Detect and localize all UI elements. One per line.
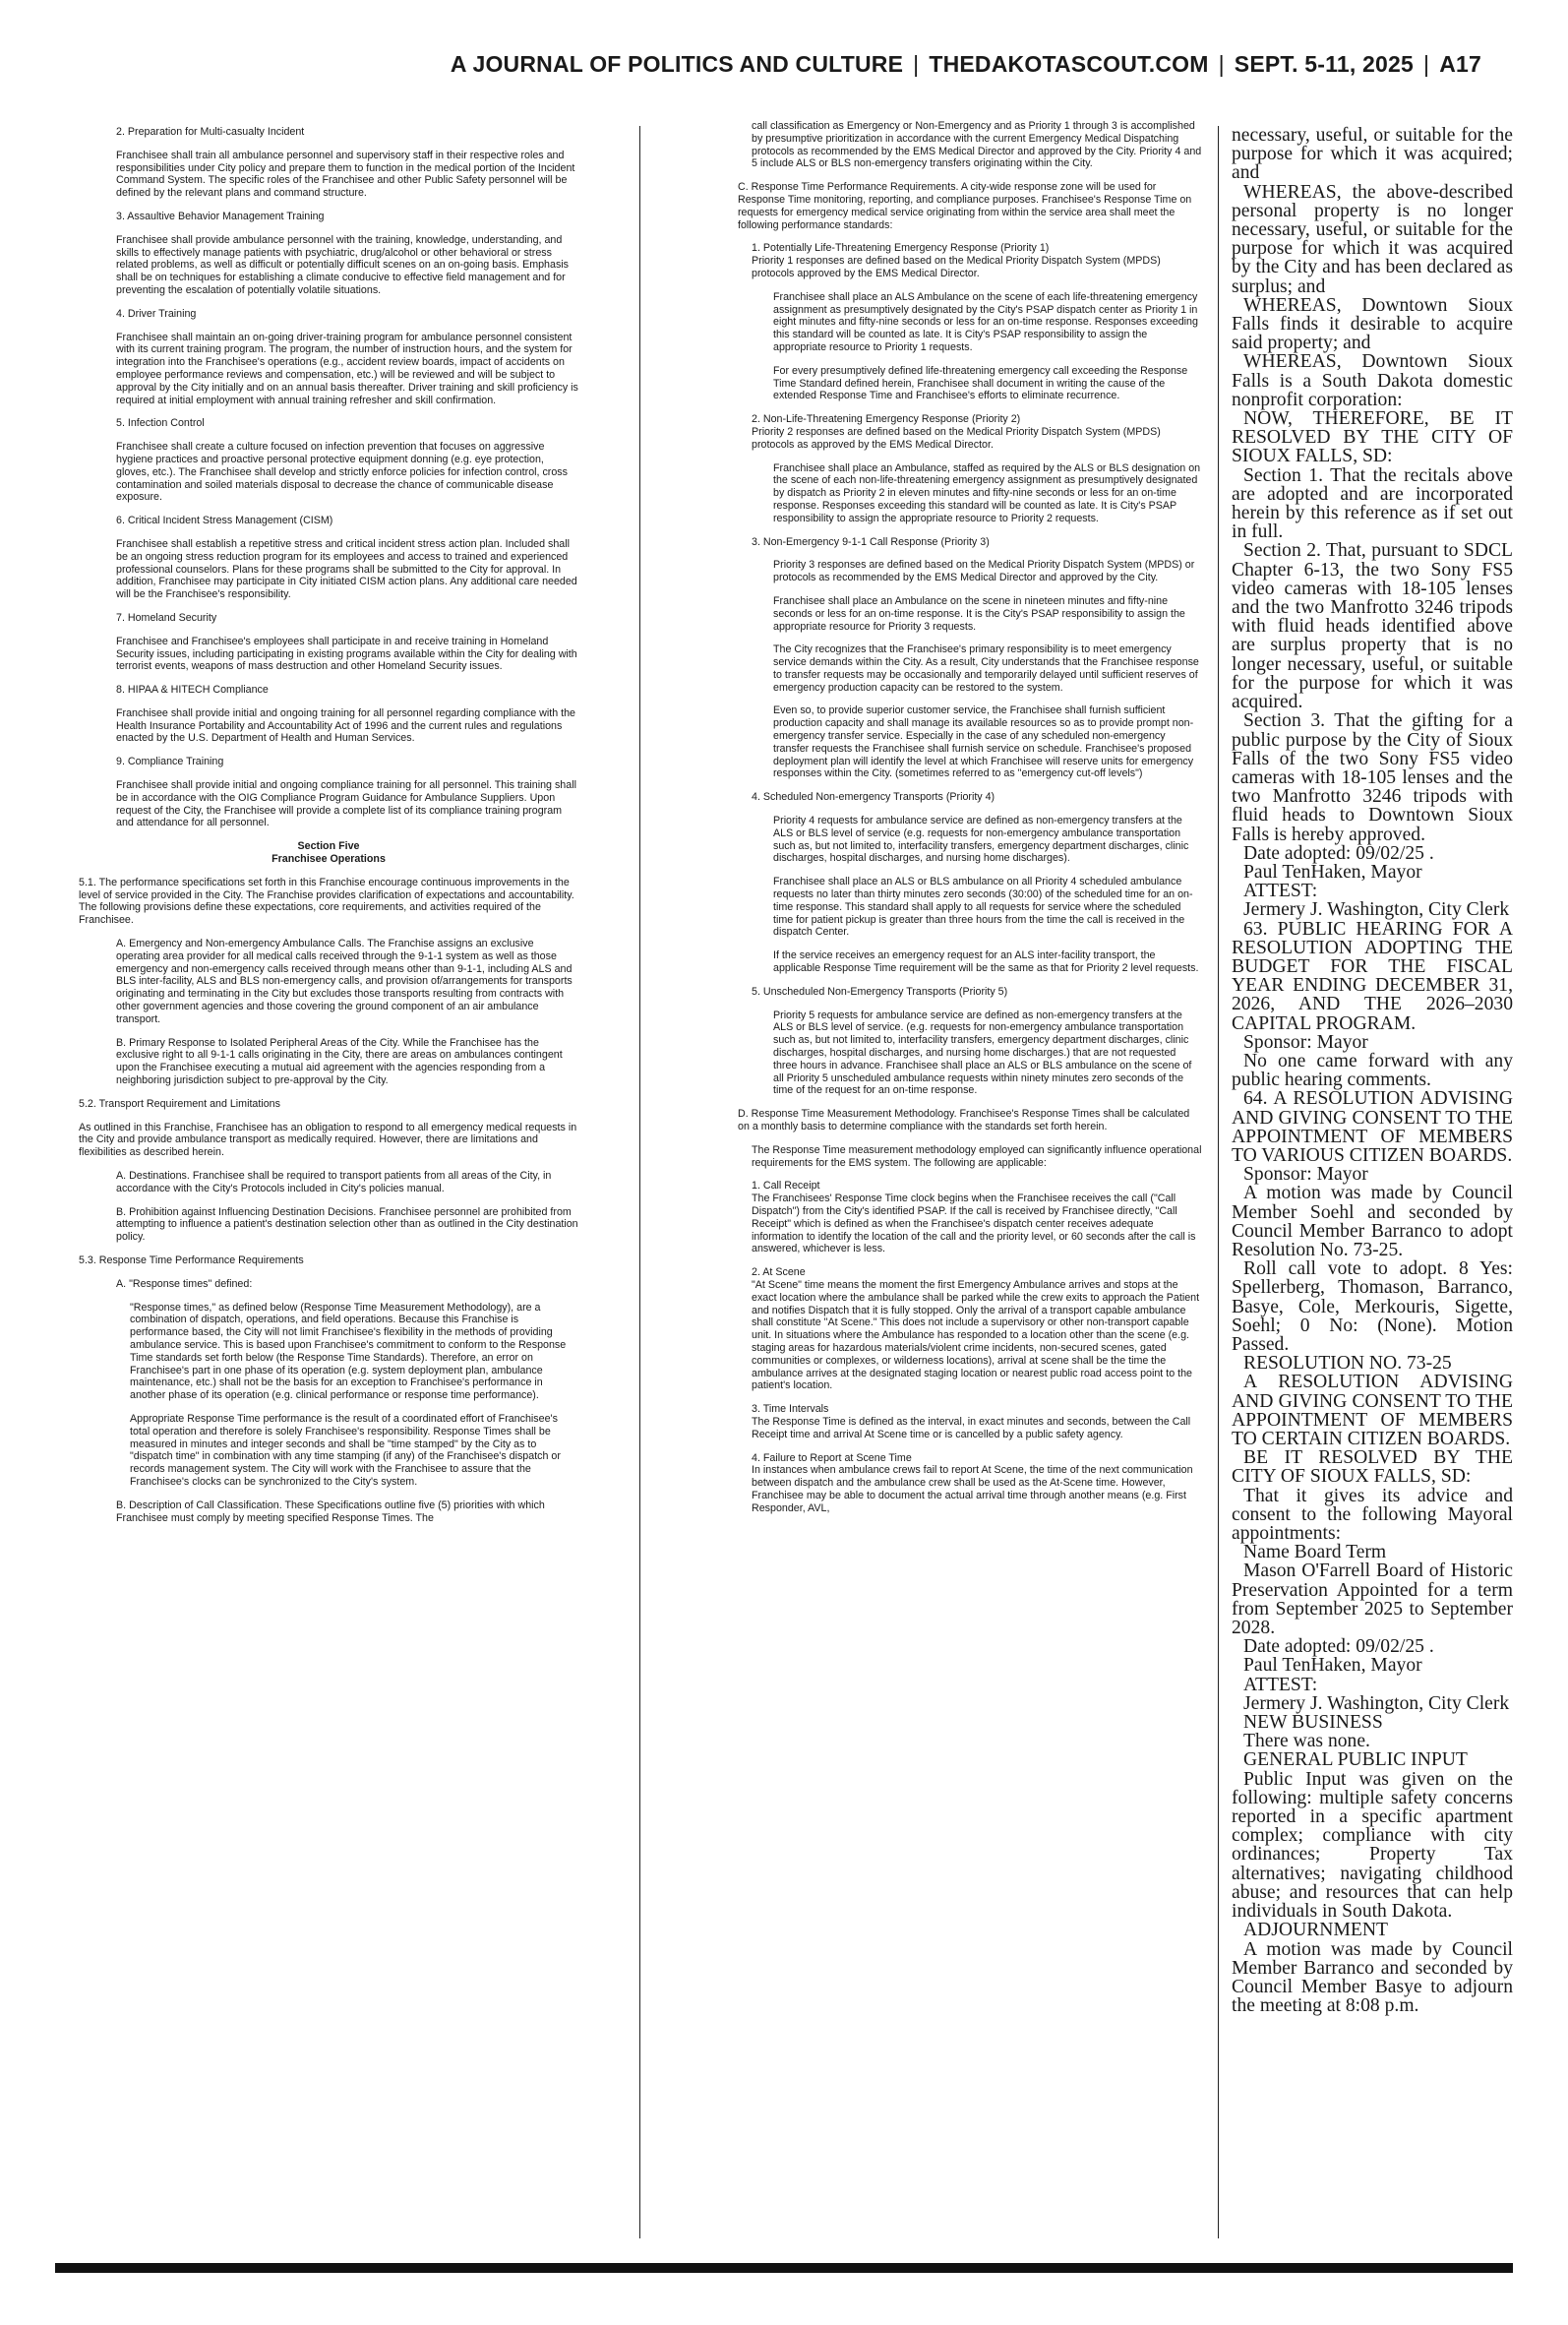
paragraph: Priority 4 requests for ambulance service are defined as non-emergency transfers at the ALS or BLS level of service (e.g. requests for non-emergency ambulance transportation such as, but not limited to, interfacility transfers, emergency department discharges, clinic discharges, hospital discharges, and nursing home discharges). — [773, 815, 1189, 865]
paragraph: Even so, to provide superior customer service, the Franchisee shall furnish sufficient production capacity and shall manage its available resources so as to provide prompt non-emergency transfer service. Especially in the case of any scheduled non-emergency transfer requests the Franchisee shall furnish service on schedule. Franchisee's proposed deployment plan will identify the level at which Franchisee will reserve units for emergency responses within the City. (sometimes referred to as "emergency cut-off levels") — [773, 704, 1194, 780]
paragraph: 1. Potentially Life-Threatening Emergency Response (Priority 1) Priority 1 responses are defined based on the Medical Priority Dispatch System (MPDS) protocols approved by the EMS Medical Director. — [752, 242, 1161, 279]
section-heading: 5. Infection Control — [116, 417, 205, 430]
column-divider — [639, 126, 640, 2238]
paragraph: As outlined in this Franchise, Franchisee has an obligation to respond to all emergency medical requests in the City and provide ambulance transport as medically required. However, there are limitations and flexibilities as described herein. — [79, 1121, 577, 1159]
paragraph: B. Description of Call Classification. These Specifications outline five (5) priorities with which Franchisee must comply by meeting specified Response Times. The — [116, 1499, 545, 1524]
paragraph: A. Emergency and Non-emergency Ambulance Calls. The Franchise assigns an exclusive operating area provider for all medical calls received through the 9-1-1 system as well as those emergency and non-emergency calls received through means other than 9-1-1, including ALS and BLS inter-facility, ALS and BLS non-emergency calls, and provision of/arrangements for transports originating and terminating in the City but excludes those transports resulting from contracts with other government agencies and those covering the ground component of an air ambulance transport. — [116, 938, 573, 1025]
minutes-paragraph: A RESOLUTION ADVISING AND GIVING CONSENT TO THE APPOINTMENT OF MEMBERS TO CERTAIN CITIZEN BOARDS. — [1232, 1372, 1513, 1450]
paragraph: Franchisee shall place an Ambulance, staffed as required by the ALS or BLS designation on the scene of each non-life-threatening emergency assignment as presumptively designated by dispatch as Priority 2 in eleven minutes and fifty-nine seconds or less for an on-time response. Responses exceeding this standard will be counted as late. It is City's PSAP responsibility to assign the appropriate resource to Priority 2 requests. — [773, 461, 1201, 524]
page-header — [451, 51, 1481, 78]
franchise-column-left — [79, 126, 578, 1535]
minutes-paragraph: Public Input was given on the following: multiple safety concerns reported in a specific apartment complex; compliance with city ordinances; Property Tax alternatives; navigating childhood abuse; and resources that can help individuals in South Dakota. — [1232, 1768, 1513, 1923]
paragraph: 3. Non-Emergency 9-1-1 Call Response (Priority 3) — [752, 535, 990, 548]
header-separator: | — [913, 51, 920, 77]
paragraph: Franchisee shall place an Ambulance on the scene in nineteen minutes and fifty-nine seconds or less for an on-time response. It is the City's PSAP responsibility to assign the appropriate resource for Priority 3 requests. — [773, 594, 1185, 633]
paragraph: B. Primary Response to Isolated Peripheral Areas of the City. While the Franchisee has the exclusive right to all 9-1-1 calls originating in the City, there are areas on ambulances contingent upon the Franchisee executing a mutual aid agreement with the agencies responding from a neighboring jurisdiction subject to pre-approval by the City. — [116, 1036, 563, 1087]
section-heading: 2. Preparation for Multi-casualty Incident — [116, 126, 305, 138]
minutes-paragraph: No one came forward with any public hearing comments. — [1232, 1050, 1513, 1091]
paragraph: Franchisee shall place an ALS Ambulance on the scene of each life-threatening emergency assignment as presumptively designated by the City's PSAP dispatch center as Priority 1 in eight minutes and fifty-nine seconds or less for an on-time response. Responses exceeding this standard will be counted as late. It is City's PSAP responsibility to assign the appropriate resource to Priority 1 requests. — [773, 290, 1198, 353]
section-heading: 6. Critical Incident Stress Management (CISM) — [116, 515, 333, 527]
minutes-paragraph: A motion was made by Council Member Barranco and seconded by Council Member Basye to adjourn the meeting at 8:08 p.m. — [1232, 1938, 1513, 2017]
minutes-paragraph: ATTEST: — [1243, 1674, 1318, 1695]
minutes-paragraph: NOW, THEREFORE, BE IT RESOLVED BY THE CITY OF SIOUX FALLS, SD: — [1232, 408, 1513, 467]
section-title: Section Five Franchisee Operations — [271, 840, 386, 866]
minutes-paragraph: BE IT RESOLVED BY THE CITY OF SIOUX FALLS, SD: — [1232, 1447, 1513, 1488]
minutes-paragraph: Name Board Term — [1243, 1542, 1387, 1563]
paragraph: "Response times," as defined below (Response Time Measurement Methodology), are a combination of dispatch, operations, and field operations. Because this Franchise is performance based, the City will not limit Franchisee's flexibility in the methods of providing ambulance service. This is based upon Franchisee's commitment to conform to the Response Time standards set forth below (the Response Time Standards). Therefore, an error on Franchisee's part in one phase of its operation (e.g. system deployment plan, ambulance maintenance, etc.) shall not be the basis for an exception to Franchisee's performance in another phase of its operation (e.g. clinical performance or response time performance). — [130, 1301, 567, 1402]
paragraph: 3. Time Intervals The Response Time is defined as the interval, in exact minutes and seconds, between the Call Receipt time and arrival At Scene time or is cancelled by a public safety agency. — [752, 1403, 1191, 1440]
paragraph: Franchisee shall create a culture focused on infection prevention that focuses on aggressive hygiene practices and proactive personal protective equipment donning (e.g. eye protection, gloves, etc.). The Franchisee shall develop and strictly enforce policies for infection control, cross contamination and soiled materials disposal to decrease the chance of communicable disease exposure. — [116, 441, 568, 504]
minutes-paragraph: Mason O'Farrell Board of Historic Preservation Appointed for a term from September 2025 to September 2028. — [1232, 1560, 1513, 1639]
minutes-paragraph: Section 1. That the recitals above are adopted and are incorporated herein by this reference as if set out in full. — [1232, 464, 1513, 543]
paragraph: A. "Response times" defined: — [116, 1277, 253, 1290]
section-heading: 7. Homeland Security — [116, 611, 217, 624]
section-heading: 4. Driver Training — [116, 307, 197, 320]
council-minutes-column — [1232, 126, 1513, 2015]
minutes-paragraph: Paul TenHaken, Mayor — [1243, 861, 1422, 883]
minutes-paragraph: 63. PUBLIC HEARING FOR A RESOLUTION ADOPTING THE BUDGET FOR THE FISCAL YEAR ENDING DECEMBER 31, 2026, AND THE 2026–2030 CAPITAL PROGRAM. — [1232, 918, 1513, 1034]
paragraph: Franchisee shall establish a repetitive stress and critical incident stress action plan. Included shall be an ongoing stress reduction program for its employees and access to trained and experienced professional counselors. Plans for these programs shall be submitted to the City for approval. In addition, Franchisee may participate in City initiated CISM action plans. Any additional care needed will be the Franchisee's responsibility. — [116, 537, 577, 601]
paragraph: 4. Failure to Report at Scene Time In instances when ambulance crews fail to report At Scene, the time of the next communication between dispatch and the ambulance crew shall be used as the At-Scene time. However, Franchisee may be able to document the actual arrival time through another means (e.g. First Responder, AVL, — [752, 1451, 1193, 1514]
minutes-paragraph: WHEREAS, the above-described personal property is no longer necessary, useful, or suitable for the purpose for which it was acquired by the City and has been declared as surplus; and — [1232, 181, 1513, 297]
minutes-paragraph: WHEREAS, Downtown Sioux Falls finds it desirable to acquire said property; and — [1232, 294, 1513, 354]
paragraph: A. Destinations. Franchisee shall be required to transport patients from all areas of the City, in accordance with the City's Protocols included in City's policies manual. — [116, 1170, 552, 1194]
paragraph: Franchisee shall maintain an on-going driver-training program for ambulance personnel consistent with its current training program. The program, the number of instruction hours, and the system for integration into the Franchisee's operations (e.g., accident review boards, impact of accidents on employee performance reviews and compensation, etc.) will be reviewed and will be subject to approval by the City initially and on an annual basis thereafter. Driver training and skill proficiency is required at initial employment with annual training refresher and skill confirmation. — [116, 331, 578, 406]
minutes-paragraph: Section 2. That, pursuant to SDCL Chapter 6-13, the two Sony FS5 video cameras with 18-105 lenses and the two Manfrotto 3246 tripods with fluid heads identified above are surplus property that is no longer necessary, useful, or suitable for the purpose for which it was acquired. — [1232, 540, 1513, 713]
paragraph: 5.2. Transport Requirement and Limitations — [79, 1097, 280, 1110]
paragraph: B. Prohibition against Influencing Destination Decisions. Franchisee personnel are prohibited from attempting to influence a patient's destination selection other than as outlined in the City destination policy. — [116, 1205, 578, 1244]
minutes-paragraph: Date adopted: 09/02/25 . — [1243, 842, 1434, 864]
paragraph: Franchisee shall provide initial and ongoing compliance training for all personnel. This training shall be in accordance with the OIG Compliance Program Guidance for Ambulance Suppliers. Upon request of the City, the Franchisee will provide a complete list of its compliance training program and attendance for all personnel. — [116, 779, 576, 829]
section-heading: 9. Compliance Training — [116, 756, 224, 768]
minutes-paragraph: Date adopted: 09/02/25 . — [1243, 1636, 1434, 1658]
section-heading: 8. HIPAA & HITECH Compliance — [116, 684, 269, 697]
minutes-paragraph: Section 3. That the gifting for a public purpose by the City of Sioux Falls of the two Sony FS5 video cameras with 18-105 lenses and the two Manfrotto 3246 tripods with fluid heads to Downtown Sioux Falls is hereby approved. — [1232, 710, 1513, 845]
minutes-paragraph: RESOLUTION NO. 73-25 — [1243, 1353, 1452, 1375]
minutes-paragraph: Roll call vote to adopt. 8 Yes: Spellerberg, Thomason, Barranco, Basye, Cole, Merkouris, Sigette, Soehl; 0 No: (None). Motion Passed. — [1232, 1258, 1513, 1355]
paragraph: call classification as Emergency or Non-Emergency and as Priority 1 through 3 is accomplished by presumptive prioritization in accordance with the current Emergency Medical Dispatching protocols as recommended by the EMS Medical Director and approved by the City. Priority 4 and 5 include ALS or BLS non-emergency transfers originating within the City. — [752, 120, 1202, 170]
footer-rule — [55, 2263, 1513, 2273]
paragraph: Franchisee shall train all ambulance personnel and supervisory staff in their respective roles and responsibilities under City policy and prepare them to function in the medical portion of the Incident Command System. The specific roles of the Franchisee and other Public Safety personnel will be defined by the relevant plans and command structure. — [116, 149, 575, 200]
paragraph: The City recognizes that the Franchisee's primary responsibility is to meet emergency service demands within the City. As a result, City understands that the Franchisee response to transfer requests may be occasionally and temporarily delayed until sufficient reserves of emergency production capacity can be restored to the system. — [773, 643, 1199, 694]
paragraph: Appropriate Response Time performance is the result of a coordinated effort of Franchisee's total operation and therefore is solely Franchisee's responsibility. Response Times shall be measured in minutes and integer seconds and shall be "time stamped" by the City as to "dispatch time" in combination with any time stamping (if any) of the Franchisee's dispatch or records management system. The City will work with the Franchisee to assure that the Franchisee's clocks can be synchronized to the City's system. — [130, 1412, 561, 1488]
paragraph: Priority 5 requests for ambulance service are defined as non-emergency transfers at the ALS or BLS level of service. (e.g. requests for non-emergency ambulance transportation such as, but not limited to, interfacility transfers, emergency department discharges, clinic discharges, hospital discharges, and nursing home discharges.) that are not requested three hours in advance. Franchisee shall place an ALS or BLS ambulance on the scene of all Priority 5 unscheduled ambulance requests within ninety minutes zero seconds of the time of the request for an on-time response. — [773, 1009, 1192, 1097]
paragraph: Franchisee shall provide ambulance personnel with the training, knowledge, understanding, and skills to effectively manage patients with psychiatric, drug/alcohol or other behavioral or stress related problems, as well as difficult or potentially difficult scenes on an on-going basis. Emphasis shall be on techniques for establishing a climate conducive to effective field management and for preventing the escalation of potentially volatile situations. — [116, 233, 570, 296]
paragraph: Franchisee and Franchisee's employees shall participate in and receive training in Homeland Security issues, including participating in existing programs available within the City for dealing with terrorist events, weapons of mass destruction and other Homeland Security issues. — [116, 635, 577, 673]
minutes-paragraph: WHEREAS, Downtown Sioux Falls is a South Dakota domestic nonprofit corporation: — [1232, 351, 1513, 410]
paragraph: 2. At Scene "At Scene" time means the moment the first Emergency Ambulance arrives and stops at the exact location where the ambulance shall be parked while the crew exits to approach the Patient and notifies Dispatch that it is fully stopped. Only the arrival of a transport capable ambulance shall constitute "At Scene." This does not include a supervisory or other non-transport capable unit. In situations where the Ambulance has responded to a location other than the scene (e.g. staging areas for hazardous materials/violent crime incidents, non-secured scenes, gated communities or complexes, or wilderness locations), arrival at scene shall be the time the ambulance arrives at the designated staging location or nearest public road access point to the patient's location. — [752, 1266, 1200, 1392]
minutes-paragraph: A motion was made by Council Member Soehl and seconded by Council Member Barranco to adopt Resolution No. 73-25. — [1232, 1183, 1513, 1260]
minutes-paragraph: ATTEST: — [1243, 881, 1318, 902]
paragraph: D. Response Time Measurement Methodology. Franchisee's Response Times shall be calculated on a monthly basis to determine compliance with the standards set forth herein. — [738, 1108, 1190, 1132]
minutes-paragraph: ADJOURNMENT — [1243, 1920, 1388, 1941]
paragraph: 1. Call Receipt The Franchisees' Response Time clock begins when the Franchisee receives the call ("Call Dispatch") from the City's identified PSAP. If the call is received by Franchisee directly, "Call Receipt" which is defined as when the Franchisee's dispatch center receives adequate information to identify the location of the call and the priority level, or 60 seconds after the call is answered, whichever is less. — [752, 1180, 1196, 1255]
paragraph: The Response Time measurement methodology employed can significantly influence operational requirements for the EMS system. The following are applicable: — [752, 1143, 1202, 1169]
minutes-paragraph: That it gives its advice and consent to the following Mayoral appointments: — [1232, 1485, 1513, 1545]
paragraph: 4. Scheduled Non-emergency Transports (Priority 4) — [752, 791, 995, 804]
paragraph: If the service receives an emergency request for an ALS inter-facility transport, the applicable Response Time requirement will be the same as that for Priority 2 level requests. — [773, 949, 1199, 975]
header-separator: | — [1218, 51, 1225, 77]
issue-dates: SEPT. 5-11, 2025 — [1234, 51, 1415, 77]
minutes-paragraph: necessary, useful, or suitable for the purpose for which it was acquired; and — [1232, 125, 1513, 184]
paragraph: 2. Non-Life-Threatening Emergency Response (Priority 2) Priority 2 responses are defined based on the Medical Priority Dispatch System (MPDS) protocols as approved by the EMS Medical Director. — [752, 413, 1161, 451]
minutes-paragraph: Sponsor: Mayor — [1243, 1031, 1368, 1053]
paragraph: 5.1. The performance specifications set forth in this Franchise encourage continuous improvements in the level of service provided in the City. The Franchise provides clarification of expectations and accountability. The following provisions define these expectations, core requirements, and activities required of the Franchisee. — [79, 876, 574, 927]
franchise-column-middle — [700, 120, 1202, 1526]
minutes-paragraph: 64. A RESOLUTION ADVISING AND GIVING CONSENT TO THE APPOINTMENT OF MEMBERS TO VARIOUS CITIZEN BOARDS. — [1232, 1088, 1513, 1166]
paragraph: C. Response Time Performance Requirements. A city-wide response zone will be used for Response Time monitoring, reporting, and compliance purposes. Franchisee's Response Time on requests for emergency medical service originating from within the service area shall meet the following performance standards: — [738, 181, 1192, 231]
paragraph: 5. Unscheduled Non-Emergency Transports (Priority 5) — [752, 985, 1008, 998]
minutes-paragraph: Jermery J. Washington, City Clerk — [1243, 1692, 1510, 1714]
paragraph: Franchisee shall place an ALS or BLS ambulance on all Priority 4 scheduled ambulance requests no later than thirty minutes zero seconds (30:00) of the scheduled time for an on-time response. This standard shall apply to all requests for service where the scheduled time for patient pickup is greater than three hours from the time the call is received in the dispatch Center. — [773, 876, 1193, 939]
page-number: A17 — [1439, 51, 1481, 77]
publication-tagline: A JOURNAL OF POLITICS AND CULTURE — [450, 51, 904, 77]
minutes-paragraph: Paul TenHaken, Mayor — [1243, 1655, 1422, 1677]
paragraph: Franchisee shall provide initial and ongoing training for all personnel regarding compliance with the Health Insurance Portability and Accountability Act of 1996 and the current rules and regulations enacted by the U.S. Department of Health and Human Services. — [116, 706, 575, 745]
paragraph: Priority 3 responses are defined based on the Medical Priority Dispatch System (MPDS) or protocols as recommended by the EMS Medical Director and approved by the City. — [773, 559, 1195, 584]
minutes-paragraph: Sponsor: Mayor — [1243, 1164, 1368, 1186]
site-url: THEDAKOTASCOUT.COM — [929, 51, 1209, 77]
minutes-paragraph: NEW BUSINESS — [1243, 1712, 1383, 1734]
minutes-paragraph: GENERAL PUBLIC INPUT — [1243, 1749, 1468, 1771]
paragraph: For every presumptively defined life-threatening emergency call exceeding the Response Time Standard defined herein, Franchisee shall document in writing the cause of the extended Response Time and Franchisee's efforts to eliminate recurrence. — [773, 364, 1188, 402]
section-heading: 3. Assaultive Behavior Management Training — [116, 210, 325, 222]
paragraph: 5.3. Response Time Performance Requirements — [79, 1254, 304, 1266]
minutes-paragraph: There was none. — [1243, 1731, 1370, 1752]
header-separator: | — [1423, 51, 1430, 77]
column-divider — [1218, 126, 1219, 2238]
minutes-paragraph: Jermery J. Washington, City Clerk — [1243, 899, 1510, 921]
